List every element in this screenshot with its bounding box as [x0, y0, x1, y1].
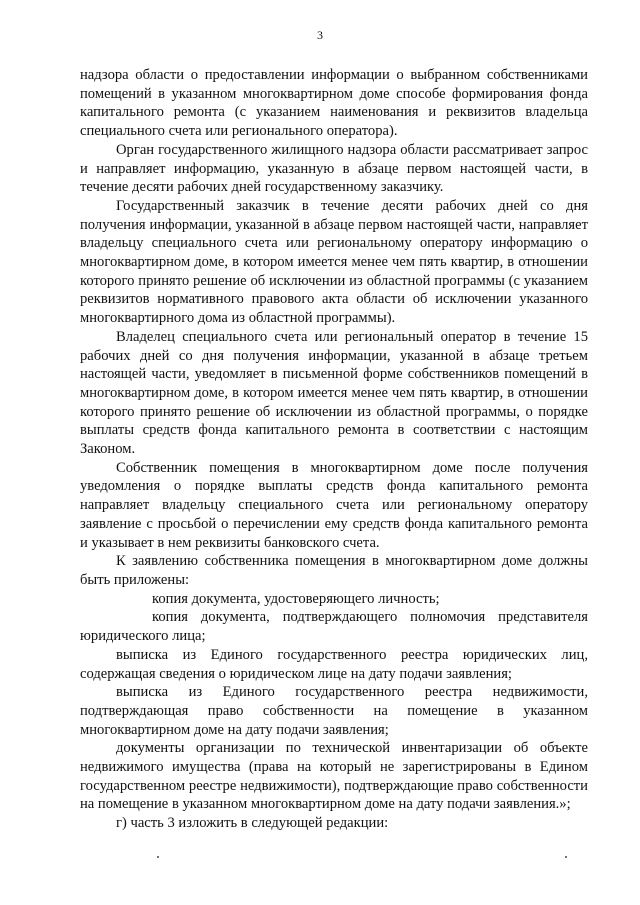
scan-speck: [565, 856, 567, 858]
list-item-3: выписка из Единого государственного реестра юридических лиц, содержащая сведения о юридическом лице на дату подачи заявления;: [80, 646, 588, 682]
scan-speck: [157, 856, 159, 858]
paragraph-1: надзора области о предоставлении информации о выбранном собственниками помещений в указанном многоквартирном доме способе формирования фонда капитального ремонта (с указанием наименования и реквизитов владельца специального счета или регионального оператора).: [80, 67, 588, 140]
paragraph-5: Собственник помещения в многоквартирном доме после получения уведомления о порядке выплаты средств фонда капитального ремонта направляет владельцу специального счета или региональному оператору заявление с просьбой о перечислении ему средств фонда капитального ремонта и указывает в нем реквизиты банковского счета.: [80, 459, 588, 551]
paragraph-4: Владелец специального счета или региональный оператор в течение 15 рабочих дней со дня получения информации, указанной в абзаце третьем настоящей части, уведомляет в письменной форме собственников помещений в многоквартирном доме, в котором имеется менее чем пять квартир, в отношении которого принято решение об исключении из областной программы, о порядке выплаты средств фонда капитального ремонта в соответствии с настоящим Законом.: [80, 328, 588, 458]
list-item-1: копия документа, удостоверяющего личность;: [152, 590, 440, 607]
paragraph-2: Орган государственного жилищного надзора области рассматривает запрос и направляет информацию, указанную в абзаце первом настоящей части, в течение десяти рабочих дней государственному заказчику.: [80, 141, 588, 196]
page-number: 3: [317, 28, 323, 42]
document-body: [80, 66, 588, 833]
paragraph-6: К заявлению собственника помещения в многоквартирном доме должны быть приложены:: [80, 553, 588, 588]
list-item-5: документы организации по технической инвентаризации об объекте недвижимого имущества (права на который не зарегистрированы в Едином государственном реестре недвижимости), подтверждающие право собственности на помещение в указанном многоквартирном доме на дату подачи заявления.»;: [80, 740, 588, 813]
list-item-2: копия документа, подтверждающего полномочия представителя юридического лица;: [80, 609, 588, 645]
amendment-paragraph: г) часть 3 изложить в следующей редакции:: [116, 815, 389, 832]
list-item-4: выписка из Единого государственного реестра недвижимости, подтверждающая право собственности на помещение в указанном многоквартирном доме на дату подачи заявления;: [80, 684, 588, 738]
paragraph-3: Государственный заказчик в течение десяти рабочих дней со дня получения информации, указанной в абзаце первом настоящей части, направляет владельцу специального счета или региональному оператору информацию о многоквартирном доме, в котором имеется менее чем пять квартир, в отношении которого принято решение об исключении из областной программы (с указанием реквизитов нормативного правового акта области об исключении указанного многоквартирного дома из областной программы).: [80, 197, 588, 327]
